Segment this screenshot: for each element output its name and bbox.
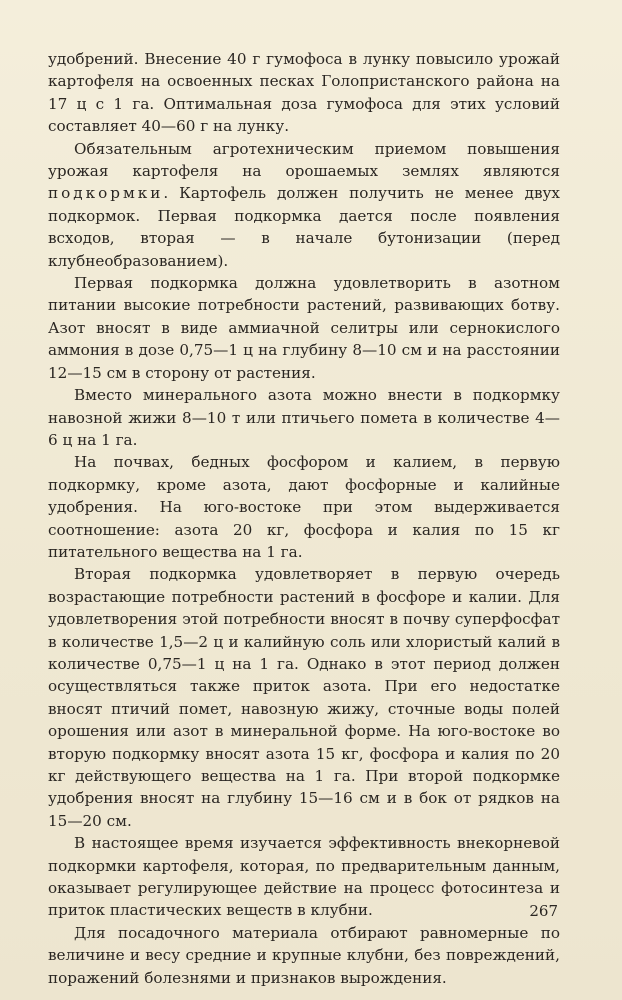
emphasized-term: подкормки — [48, 184, 164, 203]
paragraph-5: На почвах, бедных фосфором и калием, в первую подкормку, кроме азота, дают фосфорные и калийные удобрения. На юго-востоке при этом выдерживается соотношение: азота 20 кг, фосфора и калия по 15 кг питательного вещества на 1 га. — [48, 453, 560, 561]
paragraph-8: Для посадочного материала отбирают равномерные по величине и весу средние и крупные клубни, без повреждений, поражений болезнями и признаков вырождения. — [48, 923, 560, 987]
paragraph-2 — [48, 138, 560, 272]
paragraph-2-before: Обязательным агротехническим приемом повышения урожая картофеля на орошаемых землях являются — [48, 139, 560, 181]
paragraph-4: Вместо минерального азота можно внести в подкормку навозной жижи 8—10 т или птичьего помета в количестве 4—6 ц на 1 га. — [48, 386, 560, 449]
paragraph-7: В настоящее время изучается эффективность внекорневой подкормки картофеля, которая, по предварительным данным, оказывает регулирующее действие на процесс фотосинтеза и приток пластических веществ в клубни. — [48, 834, 560, 920]
paragraph-2-after: . Картофель должен получить не менее двух подкормок. Первая подкормка дается после появления всходов, вторая — в начале бутонизации (перед клубнеобразованием). — [48, 184, 560, 270]
paragraph-1: удобрений. Внесение 40 г гумофоса в лунку повысило урожай картофеля на освоенных песках Голопристанского района на 17 ц с 1 га. Оптимальная доза гумофоса для этих условий составляет 40—60 г на лунку. — [48, 50, 560, 136]
paragraph-6: Вторая подкормка удовлетворяет в первую очередь возрастающие потребности растений в фосфоре и калии. Для удовлетворения этой потребности вносят в почву суперфосфат в количестве 1,5—2 ц и калийную соль или хлористый калий в количестве 0,75—1 ц на 1 га. Однако в этот период должен осуществляться также приток азота. При его недостатке вносят птичий помет, навозную жижу, сточные воды полей орошения или азот в минеральной форме. На юго-востоке во вторую подкормку вносят азота 15 кг, фосфора и калия по 20 кг действующего вещества на 1 га. При второй подкормке удобрения вносят на глубину 15—16 см и в бок от рядков на 15—20 см. — [48, 565, 560, 830]
page-number: 267 — [529, 902, 558, 920]
paragraph-3: Первая подкормка должна удовлетворить в азотном питании высокие потребности растений, развивающих ботву. Азот вносят в виде аммиачной селитры или сернокислого аммония в дозе 0,75—1 ц на глубину 8—10 см и на расстоянии 12—15 см в сторону от растения. — [48, 274, 560, 382]
body-text — [48, 48, 560, 989]
